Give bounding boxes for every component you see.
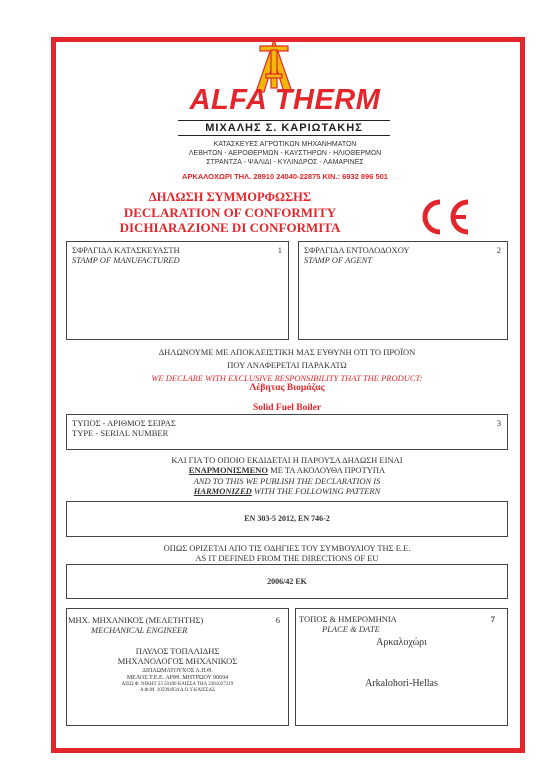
stamp-manufacturer-box [66,241,289,340]
type-serial-box [66,414,508,450]
harmonized-english-line-1: AND TO THIS WE PUBLISH THE DECLARATION IS [193,476,381,486]
box3-label-english: TYPE - SERIAL NUMBER [72,428,169,438]
box1-label-greek: ΣΦΡΑΓΙΔΑ ΚΑΤΑΣΚΕΥΑΣΤΗ [72,245,180,255]
standards-value: EN 303-5 2012, EN 746-2 [244,514,330,523]
box6-label-english: MECHANICAL ENGINEER [91,625,188,635]
box2-label-greek: ΣΦΡΑΓΙΔΑ ΕΝΤΟΛΟΔΟΧΟΥ [304,245,410,255]
title-greek: ΔΗΛΩΣΗ ΣΥΜΜΟΡΦΩΣΗΣ [148,190,312,204]
box7-label-greek: ΤΟΠΟΣ & ΗΜΕΡΟΜΗΝΙΑ [299,614,397,624]
owner-name: ΜΙΧΑΛΗΣ Σ. ΚΑΡΙΩΤΑΚΗΣ [178,120,390,136]
engineer-member: ΜΕΛΟΣ Τ.Ε.Ε. ΑΡΙΘ. ΜΗΤΡΩΟΥ 90694 [126,675,229,681]
directive-box [66,564,508,599]
engineer-box [66,608,289,726]
standards-box [66,501,508,537]
place-english: Arkalohori-Hellas [365,678,438,689]
box3-label-greek: ΤΥΠΟΣ - ΑΡΙΘΜΟΣ ΣΕΙΡΑΣ [72,418,176,428]
declare-greek-line-2: ΠΟΥ ΑΝΑΦΕΡΕΤΑΙ ΠΑΡΑΚΑΤΩ [227,360,347,370]
box6-label-greek: ΜΗΧ. ΜΗΧΑΝΙΚΟΣ (ΜΕΛΕΤΗΤΗΣ) [68,615,204,625]
declare-greek-line-1: ΔΗΛΩΝΟΥΜΕ ΜΕ ΑΠΟΚΛΕΙΣΤΙΚΗ ΜΑΣ ΕΥΘΥΝΗ ΟΤΙ ΤΟ ΠΡΟΪΟΝ [158,347,416,357]
box2-label-english: STAMP OF AGENT [304,255,373,265]
engineer-name: ΠΑΥΛΟΣ ΤΟΠΑΛΙΔΗΣ [135,646,220,656]
box1-number: 1 [277,245,282,255]
harmonized-english-line-2 [66,486,508,496]
harmonized-greek-line-2 [66,465,508,475]
engineer-address: ΑΙΣΩ Φ. ΝΙΚΗΤ 23 50100 ΚΑΙΣΣΑ ΤΗΛ 2381027319 [121,682,234,687]
product-greek: Λέβητας Βιομάζας [249,383,325,393]
contact-info: ΑΡΚΑΛΟΧΩΡΙ ΤΗΛ. 28910 24040-22875 ΚΙΝ.: 6932 896 501 [182,172,388,181]
place-date-box [295,608,508,726]
directives-english: AS IT DEFINED FROM THE DIRECTIONS OF EU [195,553,379,563]
tagline-line-1: ΚΑΤΑΣΚΕΥΕΣ ΑΓΡΟΤΙΚΩΝ ΜΗΧΑΝΗΜΑΤΩΝ [213,141,357,148]
stamp-agent-box [298,241,508,340]
box7-label-english: PLACE & DATE [322,624,380,634]
title-italian: DICHIARAZIONE DI CONFORMITA [119,220,341,235]
product-english: Solid Fuel Boiler [252,403,322,413]
box3-number: 3 [496,418,501,428]
box6-number: 6 [275,615,280,625]
directive-value: 2006/42 EK [267,577,307,586]
tagline-line-2: ΛΕΒΗΤΩΝ - ΑΕΡΟΘΕΡΜΩΝ - ΚΑΥΣΤΗΡΩΝ - ΗΛΙΟΘΕΡΜΩΝ [188,150,382,157]
box2-number: 2 [496,245,501,255]
engineer-title: ΜΗΧΑΝΟΛΟΓΟΣ ΜΗΧΑΝΙΚΟΣ [117,656,238,666]
engineer-degree: ΔΙΠΛΩΜΑΤΟΥΧΟΣ Α.Π.Θ. [142,668,213,674]
harmonized-english-underlined: HARMONIZED [193,486,252,496]
harmonized-greek-underlined: ΕΝΑΡΜΟΝΙΣΜΕΝΟ [188,465,269,475]
box1-label-english: STAMP OF MANUFACTURED [72,255,180,265]
directives-greek: ΟΠΩΣ ΟΡΙΖΕΤΑΙ ΑΠΟ ΤΙΣ ΟΔΗΓΙΕΣ ΤΟΥ ΣΥΜΒΟΥΛΙΟΥ ΤΗΣ Ε.Ε. [163,543,411,553]
harmonized-greek-post: ΜΕ ΤΑ ΑΚΟΛΟΥΘΑ ΠΡΟΤΥΠΑ [268,465,386,475]
harmonized-greek-line-1: ΚΑΙ ΓΙΑ ΤΟ ΟΠΟΙΟ ΕΚΔΙΔΕΤΑΙ Η ΠΑΡΟΥΣΑ ΔΗΛΩΣΗ ΕΙΝΑΙ [171,455,403,465]
box7-number: 7 [490,614,495,624]
tagline-line-3: ΣΤΡΑΝΤΖΑ - ΨΑΛΙΔΙ - ΚΥΛΙΝΔΡΟΣ - ΛΑΜΑΡΙΝΕΣ [206,159,364,166]
ce-mark-icon [416,196,474,238]
harmonized-english-post: WITH THE FOLLOWING PATTERN [251,486,381,496]
declare-english: WE DECLARE WITH EXCLUSIVE RESPONSIBILITY THAT THE PRODUCT: [151,373,423,383]
engineer-afm: Α.Φ.Μ. 105994934 Δ.Ο.Υ.ΚΑΙΣΣΑΣ [140,688,215,693]
place-greek: Αρκαλοχώρι [376,637,427,648]
title-english: DECLARATION OF CONFORMITY [123,205,337,220]
brand-name: ALFA THERM [189,84,381,116]
